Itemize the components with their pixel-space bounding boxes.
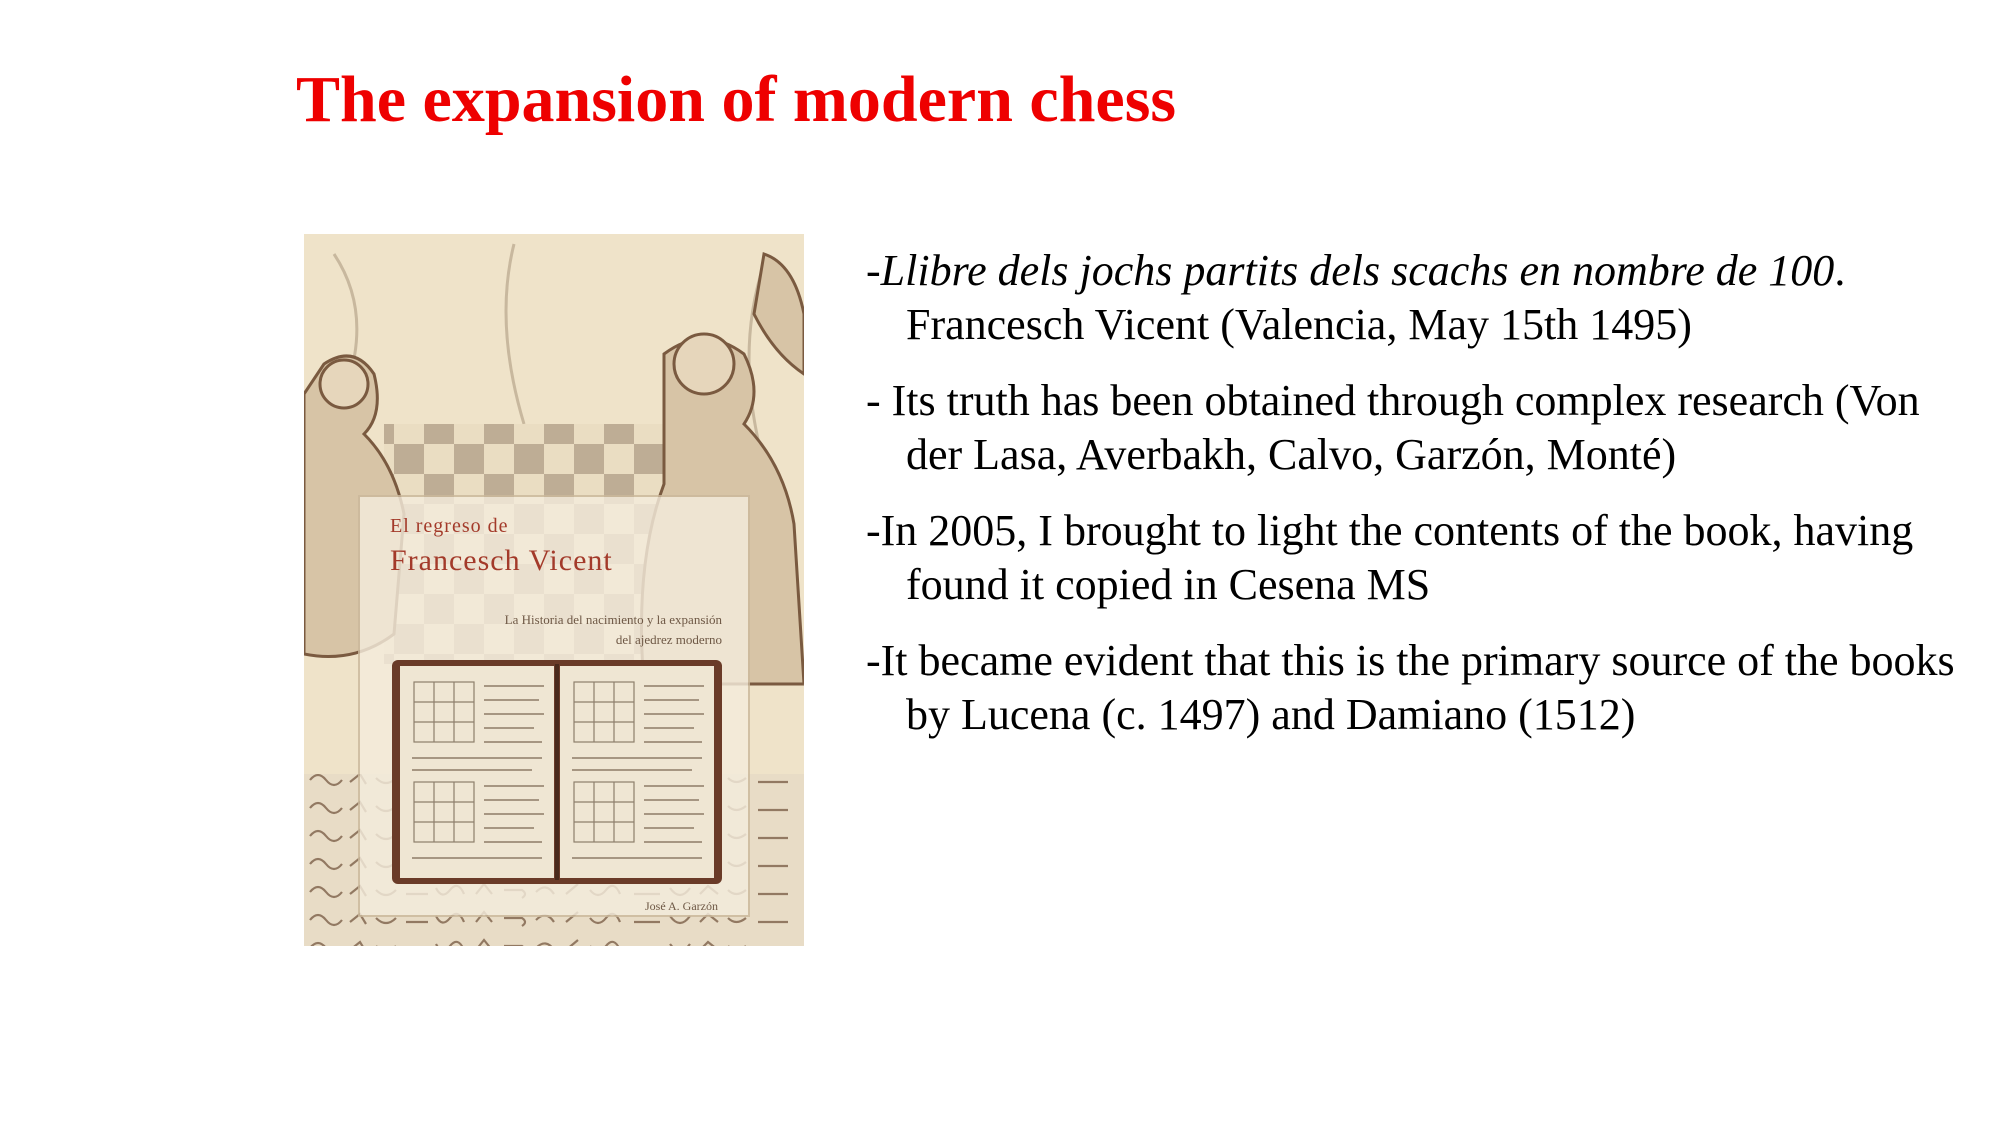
book-cover-illustration: [304, 234, 804, 946]
bullet-prefix: -: [866, 246, 881, 295]
cover-author: José A. Garzón: [645, 899, 718, 913]
book-cover-image: [304, 234, 804, 946]
cover-subtitle-line2: del ajedrez moderno: [615, 632, 722, 647]
bullet-text: . Francesch Vicent (Valencia, May 15th 1495): [906, 246, 1846, 349]
cover-heading-line1: El regreso de: [390, 515, 509, 537]
bullet-item: [866, 374, 1976, 482]
bullet-text: - Its truth has been obtained through complex research (Von der Lasa, Averbakh, Calvo, Garzón, Monté): [866, 376, 1920, 479]
cover-heading-line2: Francesch Vicent: [390, 544, 613, 577]
bullet-item: [866, 244, 1976, 352]
bullet-text: -In 2005, I brought to light the contents of the book, having found it copied in Cesena MS: [866, 506, 1914, 609]
open-manuscript-icon: [392, 660, 722, 884]
bullet-text: -It became evident that this is the primary source of the books by Lucena (c. 1497) and Damiano (1512): [866, 636, 1955, 739]
bullet-item: [866, 504, 1976, 612]
bullet-item: [866, 634, 1976, 742]
book-title-italic: Llibre dels jochs partits dels scachs en nombre de 100: [880, 246, 1835, 295]
cover-subtitle-line1: La Historia del nacimiento y la expansión: [504, 612, 722, 627]
slide-title: The expansion of modern chess: [296, 63, 1177, 136]
bullet-list: [866, 244, 1976, 764]
